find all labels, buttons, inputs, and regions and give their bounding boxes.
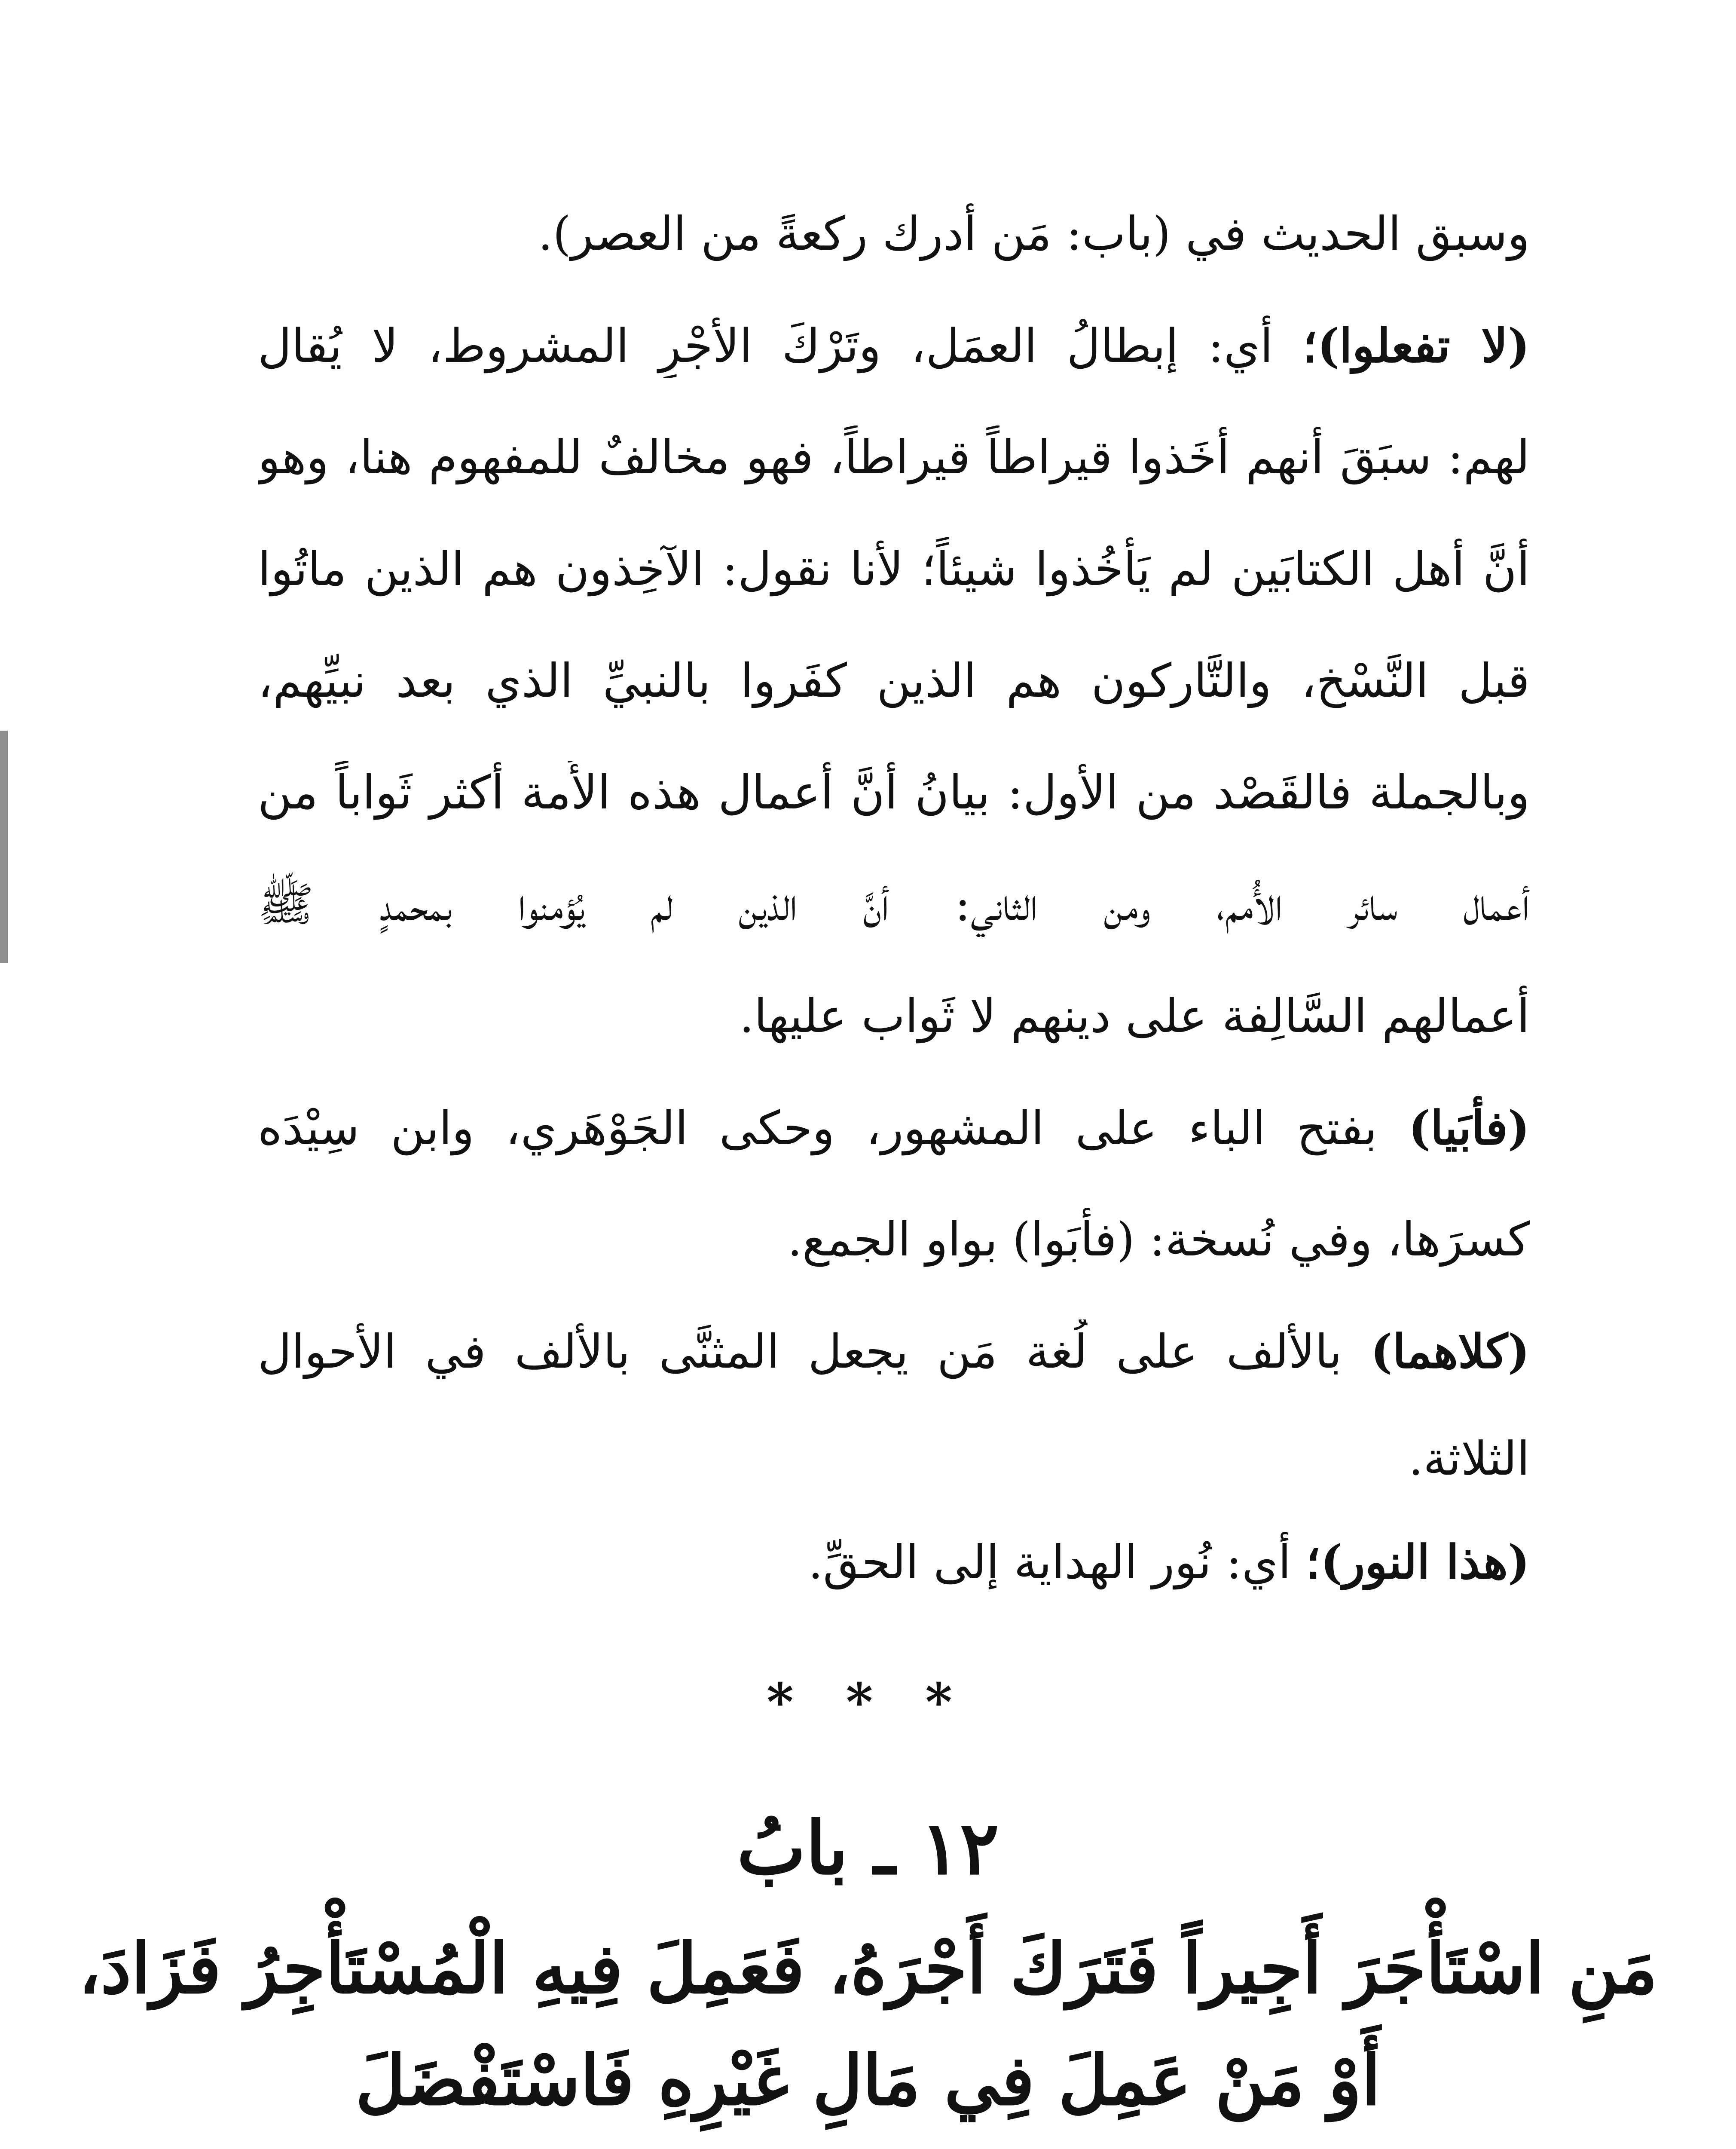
paragraph-4-line-2	[258, 1427, 1530, 1491]
paragraph-3-line-2	[258, 1208, 1530, 1272]
paragraph-2-line-2	[258, 426, 1530, 490]
paragraph-1-text: وسبق الحديث في (باب: مَن أدرك ركعةً من العصر).	[538, 207, 1530, 261]
paragraph-2-line-4	[258, 649, 1530, 713]
paragraph-5-line-1-text: أي: نُور الهداية إلى الحقِّ.	[808, 1536, 1306, 1589]
chapter-title-line-1: مَنِ اسْتَأْجَرَ أَجِيراً فَتَرَكَ أَجْرَهُ، فَعَمِلَ فِيهِ الْمُسْتَأْجِرُ فَزَادَ،	[78, 1928, 1658, 2009]
paragraph-2-keyword: (لا تفعلوا)؛	[1302, 319, 1530, 373]
paragraph-3-line-1	[258, 1096, 1530, 1160]
paragraph-4-line-2-text: الثلاثة.	[1408, 1432, 1530, 1486]
section-separator: * * *	[767, 1672, 969, 1733]
chapter-number: ١٢ ـ بابُ	[737, 1805, 999, 1891]
paragraph-3-keyword: (فأَبَيا)	[1408, 1101, 1530, 1155]
scan-edge-mark	[0, 731, 8, 963]
chapter-title-line-2: أَوْ مَنْ عَمِلَ فِي مَالِ غَيْرِهِ فَاسْتَفْضَلَ	[355, 2040, 1381, 2121]
paragraph-2-line-1-text: أي: إبطالُ العمَل، وتَرْكَ الأجْرِ المشروط، لا يُقال	[258, 319, 1303, 373]
paragraph-1-line-1	[258, 202, 1530, 266]
paragraph-5-line-1	[258, 1530, 1530, 1595]
paragraph-2-line-5	[258, 761, 1530, 825]
paragraph-2-line-2-text: لهم: سبَقَ أنهم أخَذوا قيراطاً قيراطاً، فهو مخالفٌ للمفهوم هنا، وهو	[258, 431, 1530, 484]
paragraph-2-line-3-text: أنَّ أهل الكتابَين لم يَأْخُذوا شيئاً؛ لأنا نقول: الآخِذون هم الذين ماتُوا	[258, 542, 1530, 596]
paragraph-3-line-1-text: بفتح الباء على المشهور، وحكى الجَوْهَري، وابن سِيْدَه	[258, 1102, 1409, 1155]
paragraph-4-line-1	[258, 1319, 1530, 1384]
paragraph-2-line-7	[258, 984, 1530, 1049]
paragraph-4-line-1-text: بالألف على لُغة مَن يجعل المثنَّى بالألف في الأحوال	[258, 1325, 1371, 1379]
paragraph-2-line-5-text: وبالجملة فالقَصْد من الأول: بيانُ أنَّ أعمال هذه الأُمة أكثر ثَواباً من	[258, 766, 1530, 820]
paragraph-2-line-6-text: أعمال سائر الأُمم، ومن الثاني: أنَّ الذين لم يُؤمنوا بمحمدٍ ﷺ	[258, 878, 1530, 931]
paragraph-4-keyword: (كلاهما)	[1370, 1325, 1530, 1379]
paragraph-2-line-3	[258, 537, 1530, 602]
paragraph-3-line-2-text: كسرَها، وفي نُسخة: (فأَبَوا) بواو الجمع.	[787, 1213, 1530, 1267]
paragraph-2-line-4-text: قبل النَّسْخ، والتَّاركون هم الذين كفَروا بالنبيِّ الذي بعد نبيِّهم،	[258, 654, 1530, 708]
paragraph-2-line-1	[258, 314, 1530, 378]
paragraph-5-keyword: (هذا النور)؛	[1305, 1535, 1530, 1589]
paragraph-2-line-6	[258, 872, 1530, 937]
paragraph-2-line-7-text: أعمالهم السَّالِفة على دينهم لا ثَواب عليها.	[739, 989, 1530, 1043]
